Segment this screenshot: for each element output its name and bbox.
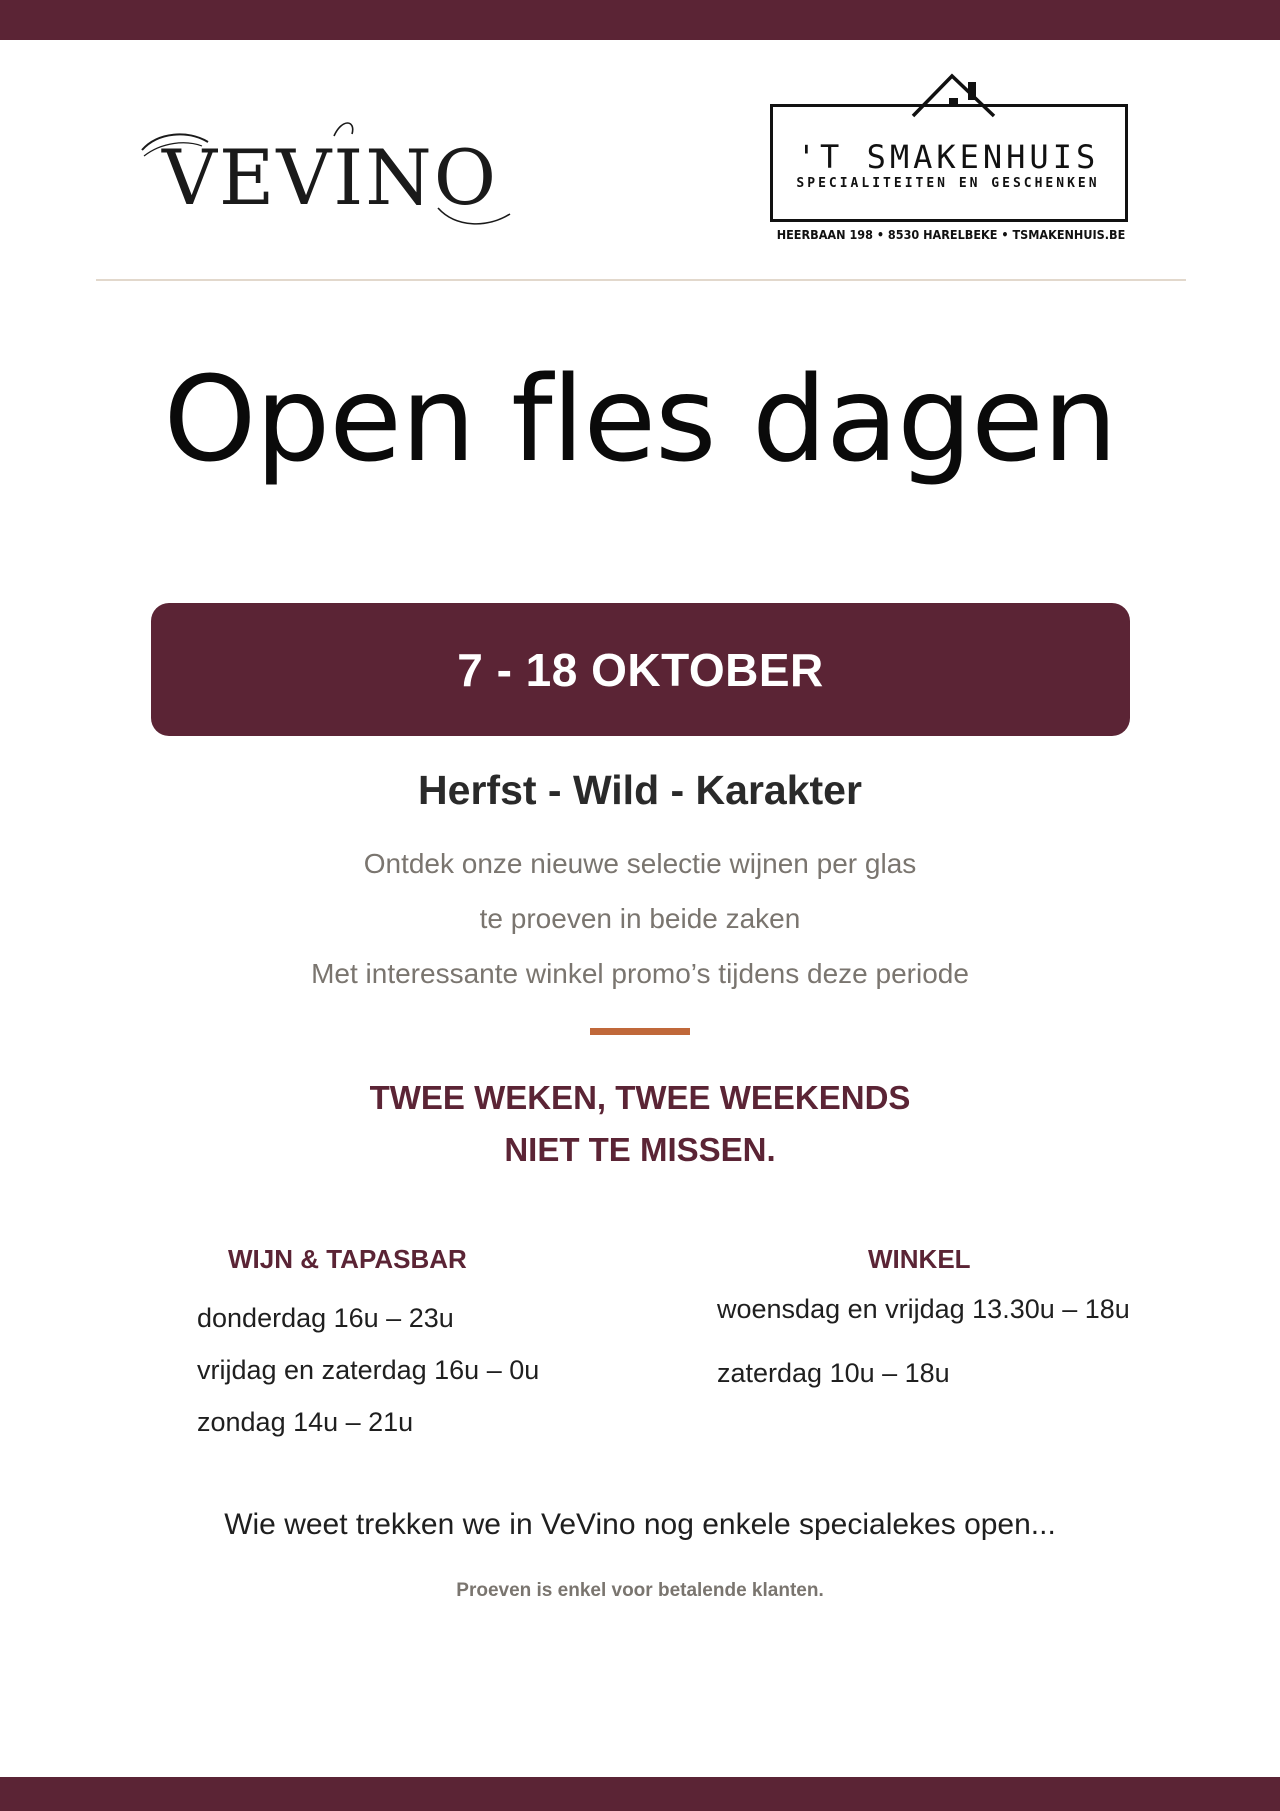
- date-banner: [151, 603, 1130, 736]
- shop-hours-item: zaterdag 10u – 18u: [717, 1358, 950, 1388]
- disclaimer-text: Proeven is enkel voor betalende klanten.: [456, 1580, 824, 1601]
- slogan-line: NIET TE MISSEN.: [504, 1131, 776, 1168]
- date-banner-text: 7 - 18 OKTOBER: [457, 643, 824, 696]
- bottom-accent-bar: [0, 1777, 1280, 1811]
- top-accent-bar: [0, 0, 1280, 40]
- bar-heading: WIJN & TAPASBAR: [228, 1244, 467, 1274]
- bar-hours-item: zondag 14u – 21u: [197, 1407, 414, 1437]
- bar-hours-item: vrijdag en zaterdag 16u – 0u: [197, 1355, 540, 1385]
- smakenhuis-logo: [768, 72, 1138, 250]
- closing-text: Wie weet trekken we in VeVino nog enkele specialekes open...: [224, 1508, 1056, 1541]
- slogan-line: TWEE WEKEN, TWEE WEEKENDS: [369, 1079, 911, 1116]
- smakenhuis-address: HEERBAAN 198 • 8530 HARELBEKE • TSMAKENHUIS.BE: [776, 227, 1126, 242]
- description-line: Ontdek onze nieuwe selectie wijnen per glas: [363, 848, 917, 879]
- header-divider: [96, 279, 1186, 281]
- page-title: Open fles dagen: [163, 350, 1117, 488]
- shop-heading: WINKEL: [868, 1244, 971, 1274]
- svg-text:VEVINO: VEVINO: [162, 133, 499, 222]
- bar-hours-item: donderdag 16u – 23u: [197, 1303, 454, 1333]
- description-line: Met interessante winkel promo’s tijdens deze periode: [311, 958, 969, 989]
- shop-hours-item: woensdag en vrijdag 13.30u – 18u: [717, 1294, 1130, 1324]
- tagline: Herfst - Wild - Karakter: [418, 767, 862, 813]
- accent-divider: [590, 1028, 690, 1035]
- vevino-logo: [138, 112, 518, 232]
- smakenhuis-name: 'T SMAKENHUIS: [796, 138, 1100, 176]
- smakenhuis-subtitle: SPECIALITEITEN EN GESCHENKEN: [796, 176, 1100, 191]
- description-line: te proeven in beide zaken: [479, 903, 801, 934]
